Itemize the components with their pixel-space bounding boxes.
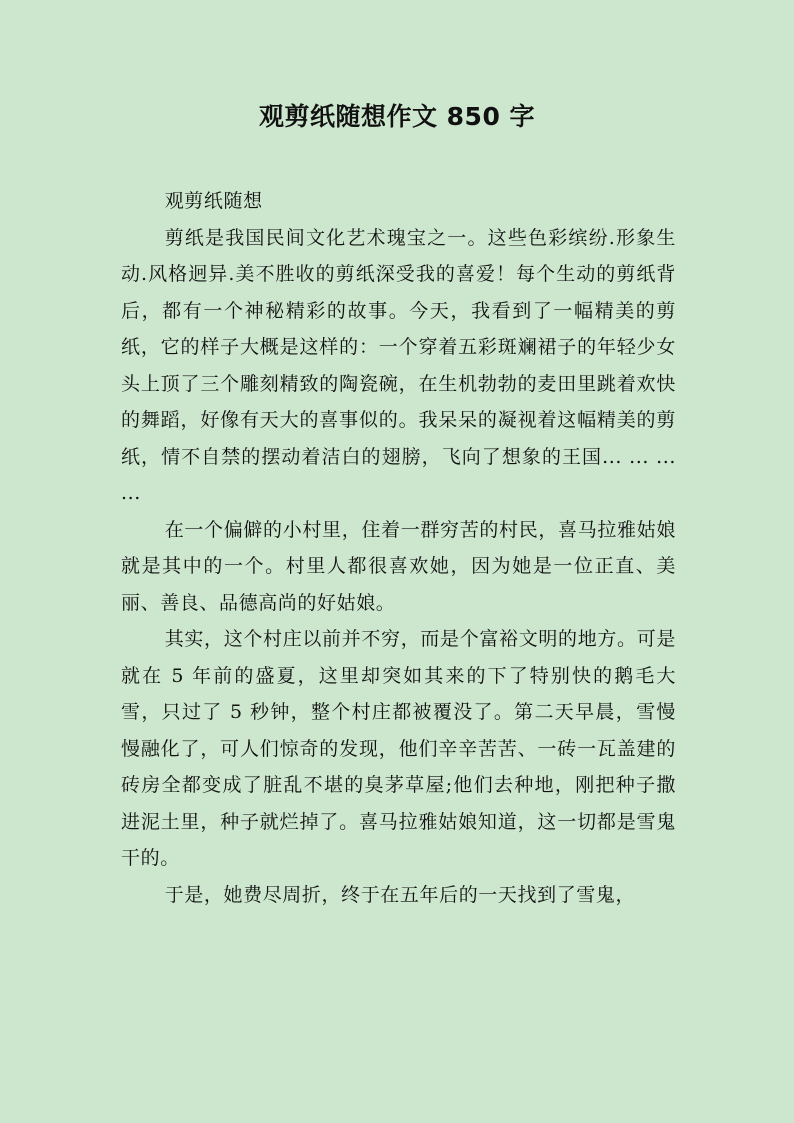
paragraph: 剪纸是我国民间文化艺术瑰宝之一。这些色彩缤纷.形象生动.风格迥异.美不胜收的剪纸深受我的喜爱！每个生动的剪纸背后，都有一个神秘精彩的故事。今天，我看到了一幅精美的剪纸，它的样子大概是这样的：一个穿着五彩斑斓裙子的年轻少女头上顶了三个雕刻精致的陶瓷碗，在生机勃勃的麦田里跳着欢快的舞蹈，好像有天大的喜事似的。我呆呆的凝视着这幅精美的剪纸，情不自禁的摆动着洁白的翅膀，飞向了想象的王国... ... ... ... xyxy=(121,226,676,504)
paragraph-subtitle: 观剪纸随想 xyxy=(164,190,263,212)
document-title: 观剪纸随想作文 850 字 xyxy=(258,102,536,131)
paragraph: 其实，这个村庄以前并不穷，而是个富裕文明的地方。可是就在 5 年前的盛夏，这里却突如其来的下了特别快的鹅毛大雪，只过了 5 秒钟，整个村庄都被覆没了。第二天早晨，雪慢慢融化了，可人们惊奇的发现，他们辛辛苦苦、一砖一瓦盖建的砖房全都变成了脏乱不堪的臭茅草屋;他们去种地，刚把种子撒进泥土里，种子就烂掉了。喜马拉雅姑娘知道，这一切都是雪鬼干的。 xyxy=(121,628,676,869)
document-body xyxy=(121,183,676,913)
paragraph: 于是，她费尽周折，终于在五年后的一天找到了雪鬼， xyxy=(164,883,636,906)
paragraph: 在一个偏僻的小村里，住着一群穷苦的村民，喜马拉雅姑娘就是其中的一个。村里人都很喜欢她，因为她是一位正直、美丽、善良、品德高尚的好姑娘。 xyxy=(121,518,676,614)
